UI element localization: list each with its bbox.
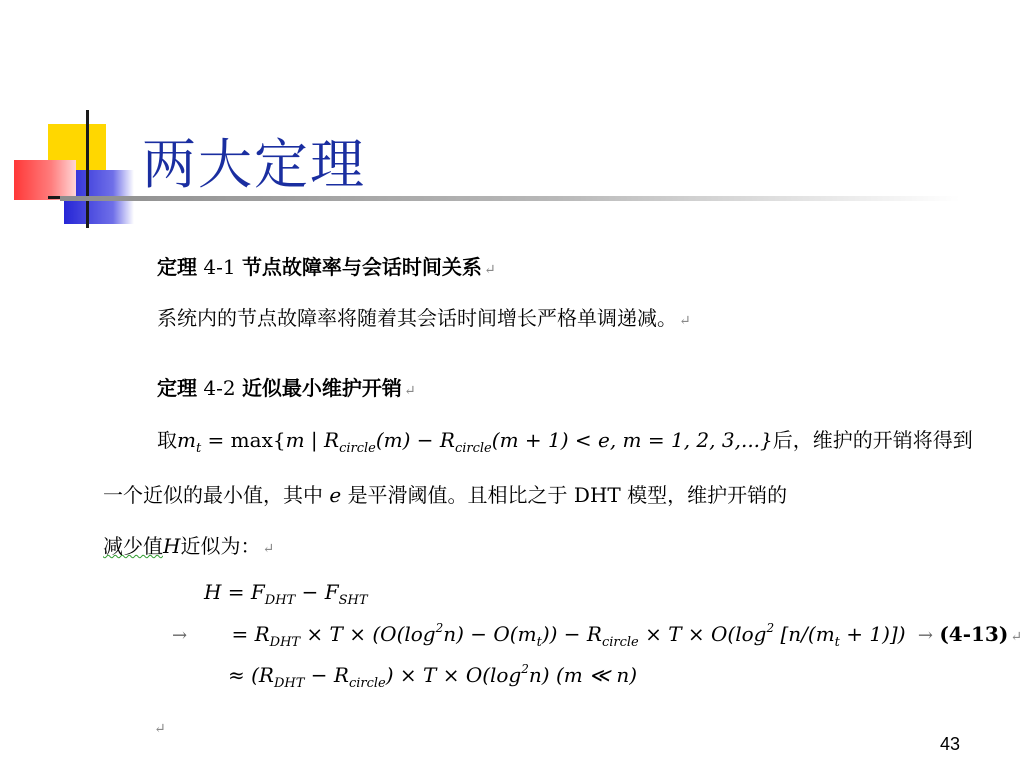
- theorem-4-2-para-1: 取$m_t = \max\{m$ | $R_{circle}(m) - R_{circle}(m + 1) < e$, m = 1, 2, 3,...}后，维护的开销将得到: [157, 428, 973, 456]
- title-underline: [60, 196, 960, 201]
- paragraph-mark-icon: ↵: [483, 262, 496, 278]
- theorem-number: 4-2: [203, 376, 236, 400]
- theorem-number: 4-1: [203, 255, 236, 279]
- equation-line-2: → = $R_{DHT} \times T \times (O(\log^2n) - O(m_t)) - R_{circle} \times T \times O(\log^2$ $[n/(m_t + 1)]) \to (4-13)$ ↵: [172, 621, 1023, 650]
- tab-arrow-icon: →: [172, 625, 188, 646]
- empty-paragraph: [152, 714, 166, 738]
- theorem-4-1-statement: 系统内的节点故障率将随着其会话时间增长严格单调递减。 ↵: [157, 306, 691, 330]
- equation-number: (4-13): [939, 622, 1009, 646]
- theorem-label: 定理: [157, 376, 197, 400]
- paragraph-mark-icon: ↵: [262, 541, 275, 557]
- deco-red-square: [14, 160, 76, 200]
- theorem-label: 定理: [157, 255, 197, 279]
- paragraph-mark-icon: ↵: [154, 721, 166, 737]
- paragraph-mark-icon: ↵: [403, 383, 416, 399]
- equation-line-3: ≈ $(R_{DHT} - R_{circle}) \times T \times O(\log^2n)$ (m ≪ n): [228, 662, 638, 691]
- theorem-4-2-para-2: 一个近似的最小值，其中 e 是平滑阈值。且相比之于 DHT 模型，维护开销的: [103, 483, 788, 507]
- equation-line-1: $H = F_{DHT} - F_{SHT}$: [204, 580, 368, 608]
- tab-arrow-icon: →: [917, 625, 933, 646]
- paragraph-mark-icon: ↵: [679, 313, 691, 329]
- page-number: 43: [940, 734, 961, 754]
- theorem-4-2-heading: [157, 372, 416, 401]
- paragraph-mark-icon: ↵: [1010, 629, 1023, 645]
- deco-vertical-line: [86, 110, 89, 228]
- slide-title: 两大定理: [142, 133, 366, 196]
- theorem-title: 近似最小维护开销: [241, 376, 402, 400]
- theorem-4-2-para-3: 减少值H近似为： ↵: [103, 534, 275, 558]
- theorem-4-1-heading: [157, 251, 496, 280]
- theorem-title: 节点故障率与会话时间关系: [241, 255, 482, 279]
